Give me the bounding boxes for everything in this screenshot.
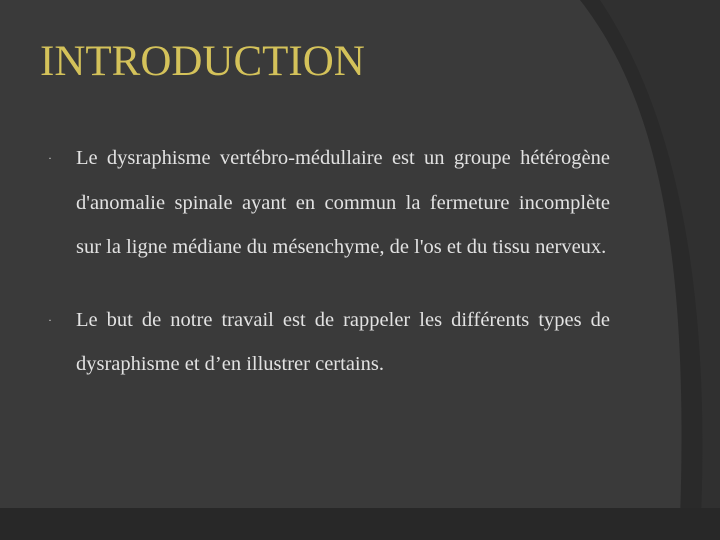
bullet-text: Le dysraphisme vertébro-médullaire est un groupe hétérogène d'anomalie spinale ayant en commun la fermeture incomplète sur la ligne médiane du mésenchyme, de l'os et du tissu nerveux. xyxy=(76,147,610,258)
bullet-item xyxy=(48,298,610,387)
slide-title: INTRODUCTION xyxy=(40,38,365,85)
background-bottom-band xyxy=(0,508,720,540)
bullet-item xyxy=(48,136,610,270)
bullet-marker: · xyxy=(48,151,52,165)
bullet-text: Le but de notre travail est de rappeler les différents types de dysraphisme et d’en illustrer certains. xyxy=(76,308,610,375)
bullet-list xyxy=(48,136,610,387)
bullet-marker: · xyxy=(48,312,52,327)
